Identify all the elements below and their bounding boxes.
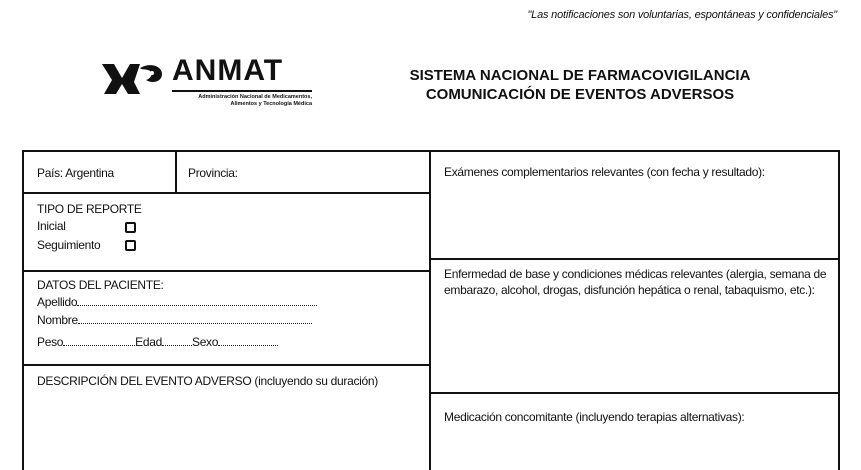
column-divider <box>429 152 431 470</box>
anmat-emblem-icon <box>100 60 166 98</box>
logo-wordmark: ANMAT <box>172 54 284 87</box>
peso-edad-sexo-row[interactable] <box>37 335 278 349</box>
inicial-checkbox[interactable] <box>125 222 136 233</box>
pais-field[interactable]: País: Argentina <box>37 166 114 180</box>
edad-label: Edad <box>135 335 162 349</box>
right-divider-1 <box>429 258 838 260</box>
row-divider-1 <box>24 192 429 194</box>
nombre-label: Nombre <box>37 313 78 327</box>
form-title <box>380 66 780 104</box>
logo-subtitle <box>152 94 312 108</box>
nombre-line <box>78 313 312 324</box>
peso-label: Peso <box>37 335 64 349</box>
anmat-logo <box>100 54 330 114</box>
seguimiento-checkbox[interactable] <box>125 240 136 251</box>
pais-provincia-divider <box>175 152 177 192</box>
medicacion-label[interactable]: Medicación concomitante (incluyendo terapias alternativas): <box>444 410 745 424</box>
confidentiality-notice: "Las notificaciones son voluntarias, espontáneas y confidenciales" <box>527 9 837 21</box>
nombre-field[interactable] <box>37 313 312 327</box>
right-divider-2 <box>429 392 838 394</box>
provincia-field[interactable]: Provincia: <box>188 166 238 180</box>
row-divider-3 <box>24 364 429 366</box>
tipo-reporte-title: TIPO DE REPORTE <box>37 202 142 216</box>
enfermedad-label[interactable]: Enfermedad de base y condiciones médicas relevantes (alergia, semana de embarazo, alcohol, drogas, disfunción hepática o renal, tabaquismo, etc.): <box>444 267 827 297</box>
title-line1: SISTEMA NACIONAL DE FARMACOVIGILANCIA <box>409 67 751 84</box>
sexo-line <box>218 335 278 346</box>
apellido-label: Apellido <box>37 295 78 309</box>
examenes-label[interactable]: Exámenes complementarios relevantes (con fecha y resultado): <box>444 165 765 179</box>
edad-line <box>162 335 192 346</box>
peso-line <box>63 335 135 346</box>
logo-subtitle-line1: Administración Nacional de Medicamentos, <box>198 94 312 100</box>
datos-paciente-title: DATOS DEL PACIENTE: <box>37 278 164 292</box>
option-inicial-label: Inicial <box>37 219 66 233</box>
logo-rule <box>172 90 312 92</box>
option-seguimiento-label: Seguimiento <box>37 238 101 252</box>
apellido-field[interactable] <box>37 295 317 309</box>
row-divider-2 <box>24 270 429 272</box>
descripcion-evento-label[interactable]: DESCRIPCIÓN DEL EVENTO ADVERSO (incluyendo su duración) <box>37 374 378 388</box>
apellido-line <box>77 295 317 306</box>
sexo-label: Sexo <box>191 335 219 349</box>
report-form <box>22 150 840 470</box>
title-line2: COMUNICACIÓN DE EVENTOS ADVERSOS <box>425 86 735 103</box>
logo-subtitle-line2: Alimentos y Tecnología Médica <box>230 101 312 107</box>
